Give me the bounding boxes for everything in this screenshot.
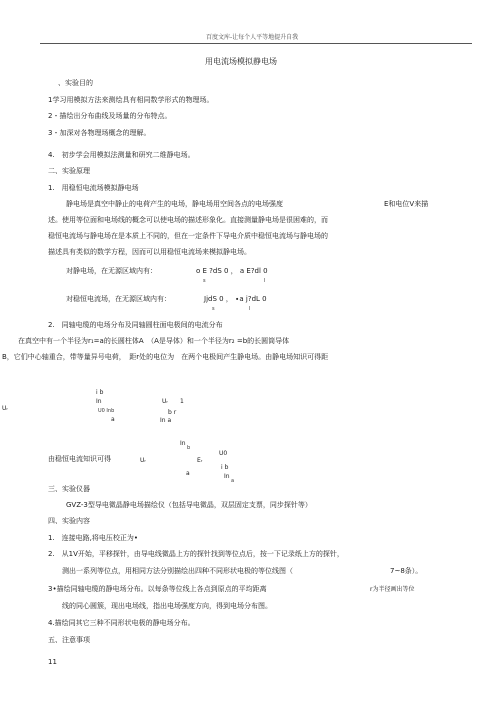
principle-p2-line1: 在真空中有一个半径为r₁=a的长圆柱体A （A是导体）和一个半径为r₂ =b的长圆筒导体: [18, 337, 290, 345]
formula-frac-ib: i b: [96, 389, 104, 396]
formula2-b: b: [187, 445, 191, 451]
principle-p1-line1: 静电场是真空中静止的电荷产生的电场，静电场用空间各点的电场强度: [66, 200, 283, 208]
formula2-u0: U0: [219, 450, 228, 457]
aim-item-1: 1学习用模拟方法来测绘具有相同数学形式的物理场。: [48, 96, 214, 104]
formula-one: 1: [180, 398, 184, 405]
page-header: 百度文库-让每个人平等地提升自我: [206, 34, 299, 41]
formula-b-r: b r: [168, 409, 177, 416]
eq1-label: 对静电场，在无源区域内有：: [66, 267, 157, 275]
section-2-heading: 二、实验原理: [48, 167, 90, 175]
section-1-heading: 、实验目的: [58, 79, 93, 87]
steady-current-label: 由稳恒电流知识可得: [48, 455, 111, 463]
content-item-2: 2. 从1V开始，平移探针，由导电线微晶上方的探针找到等位点后，按一下记录纸上方的探针，: [48, 550, 344, 558]
principle-p1-line2: 述。使用等位面和电场线的概念可以使电场的描述形象化。直接测量静电场是很困难的，而: [48, 216, 328, 224]
formula-frac-den-a: a: [111, 416, 115, 423]
aim-item-3: 3・加深对各物理场概念的理解。: [48, 129, 151, 137]
formula-in-a: In a: [160, 417, 172, 424]
content-item-2-cont: 测出一系列等位点，用相同方法分别描绘出四种不同形状电极的等位线图（: [62, 567, 293, 575]
aim-item-4: 4. 初步学会用模拟法测量和研究二维静电场。: [48, 151, 195, 159]
eq1-sub-l: l: [264, 278, 266, 284]
principle-sub1-heading: 1. 用稳恒电流场模拟静电场: [48, 184, 139, 192]
formula-frac-den-small: U0 Inb: [98, 408, 115, 414]
eq2-formula: JjdS 0 ， ∙a j?dL 0: [204, 295, 267, 303]
formula-ur-left: Uᵣ: [2, 405, 8, 412]
section-5-heading: 五、注意事项: [48, 636, 90, 644]
eq2-label: 对稳恒电流场，在无源区域内有：: [66, 295, 171, 303]
formula2-ib: i b: [221, 464, 229, 471]
eq1-formula: o E ?dS 0 ， a E?dl 0: [196, 267, 268, 275]
formula2-ur: Uᵣ: [140, 457, 146, 464]
content-item-4: 4.描绘同其它三种不同形状电极的静电场分布。: [48, 619, 195, 627]
principle-p1-line3: 稳恒电流场与静电场在是本质上不同的，但在一定条件下导电介质中稳恒电流场与静电场的: [48, 232, 328, 240]
formula-frac-in: In: [96, 398, 102, 405]
formula2-a: a: [186, 470, 190, 477]
content-item-2-tail: 7~8条）。: [390, 567, 423, 575]
principle-p1-line4: 描述具有类似的数学方程，因而可以用稳恒电流场来模拟静电场。: [48, 248, 251, 256]
principle-p1-line1-right: E和电位V来描: [384, 200, 429, 208]
eq2-sub-l: l: [249, 306, 251, 312]
document-title: 用电流场模拟静电场: [205, 57, 277, 66]
header-rule: [40, 43, 472, 44]
eq1-sub-s: s: [203, 278, 206, 284]
content-item-3: 3•描绘同轴电缆的静电场分布。以每条等位线上各点到原点的平均距离: [48, 585, 267, 593]
principle-p2-line2: B，它们中心轴重合，带等量异号电荷， 距r处的电位为 在两个电极间产生静电场。由静电场知识可得距: [2, 353, 329, 361]
section-3-heading: 三、实验仪器: [48, 485, 90, 493]
principle-sub2-heading: 2. 同轴电缆的电场分布及同轴圆柱面电极间的电流分布: [48, 321, 223, 329]
content-item-3-tail: r为半径画出等位: [370, 586, 415, 593]
formula-ur-right: Uᵣ: [162, 398, 168, 405]
section-4-heading: 四、实验内容: [48, 517, 90, 525]
page-number: 11: [48, 658, 57, 666]
formula2-a2: a: [231, 478, 235, 484]
formula2-er: Eᵣ: [197, 457, 203, 464]
content-item-1: 1. 连接电路,将电压校正为•: [48, 534, 139, 542]
eq2-sub-s: s: [212, 306, 215, 312]
formula2-in2: In: [224, 473, 230, 480]
content-item-3-cont: 线的同心圆簇，现出电场线，指出电场强度方向，得到电场分布图。: [62, 602, 272, 610]
aim-item-2: 2・描绘出分布曲线及场量的分布特点。: [48, 112, 172, 120]
apparatus-line: GVZ-3型导电微晶静电场描绘仪（包括导电微晶，双层固定支票，同步探针等）: [66, 501, 312, 509]
formula2-in: In: [180, 440, 186, 447]
